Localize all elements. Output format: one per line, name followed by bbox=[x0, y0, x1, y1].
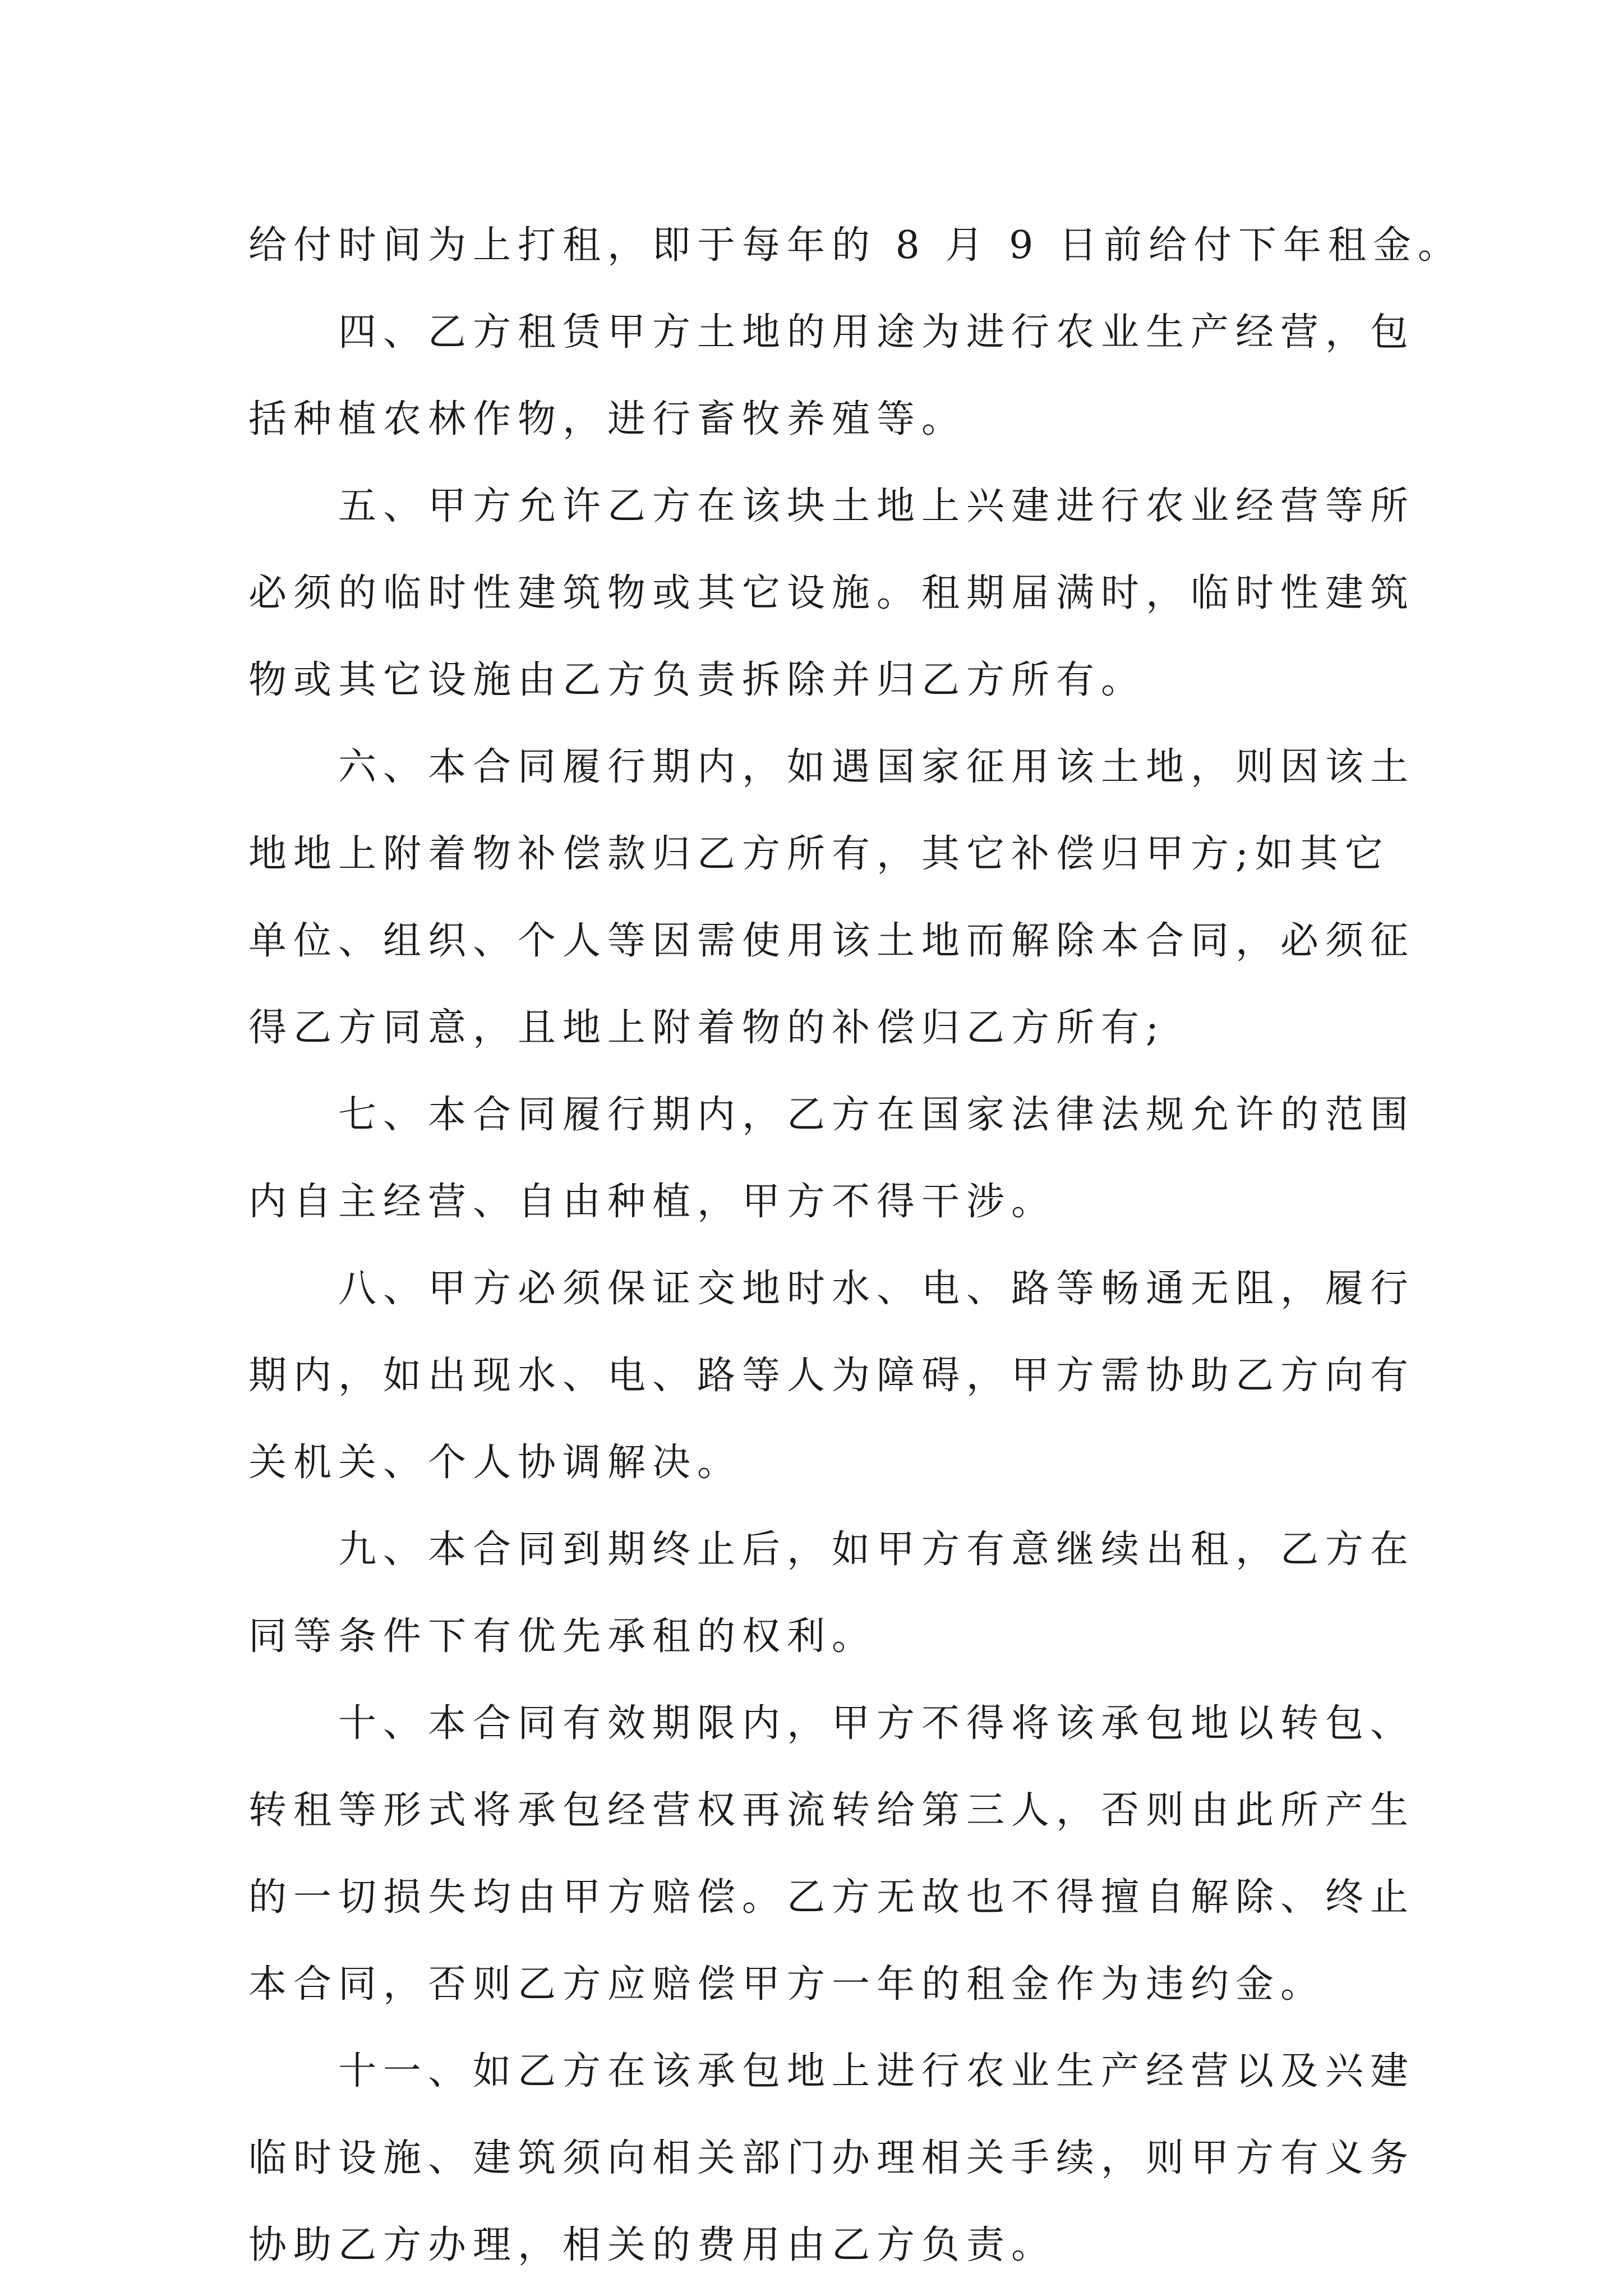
text-line: 六、本合同履行期内，如遇国家征用该土地，则因该土 bbox=[248, 745, 1415, 789]
text-line: 地地上附着物补偿款归乙方所有，其它补偿归甲方;如其它 bbox=[248, 832, 1390, 876]
text-line: 的一切损失均由甲方赔偿。乙方无故也不得擅自解除、终止 bbox=[248, 1875, 1415, 1920]
text-line: 九、本合同到期终止后，如甲方有意继续出租，乙方在 bbox=[248, 1527, 1415, 1572]
contract-body-text bbox=[248, 202, 1463, 2289]
text-line: 得乙方同意，且地上附着物的补偿归乙方所有; bbox=[248, 1006, 1165, 1050]
text-line: 转租等形式将承包经营权再流转给第三人，否则由此所产生 bbox=[248, 1788, 1415, 1833]
text-line: 关机关、个人协调解决。 bbox=[248, 1441, 743, 1485]
text-line: 十、本合同有效期限内，甲方不得将该承包地以转包、 bbox=[248, 1701, 1415, 1746]
text-line: 物或其它设施由乙方负责拆除并归乙方所有。 bbox=[248, 658, 1146, 702]
text-line: 内自主经营、自由种植，甲方不得干涉。 bbox=[248, 1180, 1057, 1224]
text-line: 临时设施、建筑须向相关部门办理相关手续，则甲方有义务 bbox=[248, 2136, 1415, 2180]
text-line: 同等条件下有优先承租的权利。 bbox=[248, 1614, 877, 1659]
text-line: 五、甲方允许乙方在该块土地上兴建进行农业经营等所 bbox=[248, 484, 1415, 528]
text-line: 八、甲方必须保证交地时水、电、路等畅通无阻，履行 bbox=[248, 1267, 1415, 1311]
text-line: 协助乙方办理，相关的费用由乙方负责。 bbox=[248, 2223, 1057, 2267]
text-line: 本合同，否则乙方应赔偿甲方一年的租金作为违约金。 bbox=[248, 1962, 1326, 2007]
text-line: 十一、如乙方在该承包地上进行农业生产经营以及兴建 bbox=[248, 2049, 1415, 2093]
text-line: 给付时间为上打租，即于每年的 8 月 9 日前给付下年租金。 bbox=[248, 223, 1463, 268]
text-line: 必须的临时性建筑物或其它设施。租期届满时，临时性建筑 bbox=[248, 571, 1415, 615]
text-line: 七、本合同履行期内，乙方在国家法律法规允许的范围 bbox=[248, 1093, 1415, 1137]
text-line: 括种植农林作物，进行畜牧养殖等。 bbox=[248, 397, 967, 441]
text-line: 期内，如出现水、电、路等人为障碍，甲方需协助乙方向有 bbox=[248, 1354, 1415, 1398]
text-line: 单位、组织、个人等因需使用该土地而解除本合同，必须征 bbox=[248, 919, 1415, 963]
text-line: 四、乙方租赁甲方土地的用途为进行农业生产经营，包 bbox=[248, 310, 1415, 355]
